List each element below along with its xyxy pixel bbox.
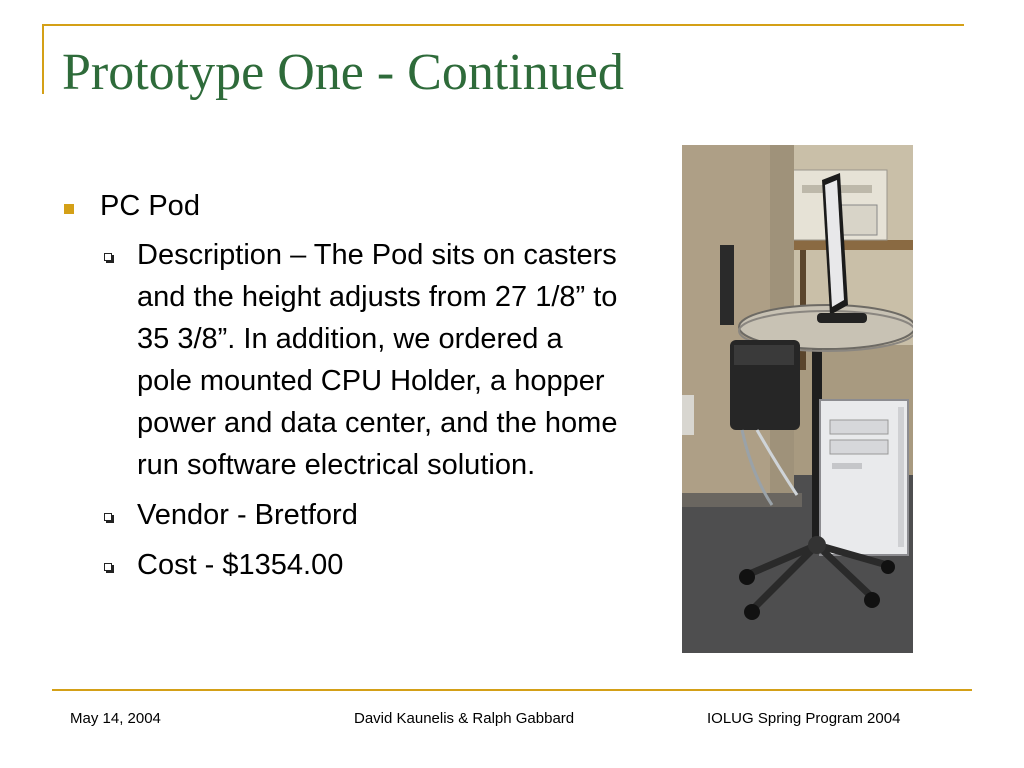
bullet-item	[62, 186, 622, 226]
hollow-square-bullet-icon	[104, 253, 112, 261]
hollow-square-bullet-icon	[104, 513, 112, 521]
top-border-line	[42, 24, 964, 26]
sub-bullet-text: Cost - $1354.00	[137, 549, 344, 581]
sub-bullet-vendor	[62, 494, 622, 536]
footer-divider	[52, 689, 972, 691]
footer-authors: David Kaunelis & Ralph Gabbard	[354, 710, 575, 727]
sub-bullet-text: Vendor - Bretford	[137, 499, 358, 531]
sub-bullet-description	[62, 234, 622, 486]
sub-bullet-text: Description – The Pod sits on casters and the height adjusts from 27 1/8” to 35 3/8”. In addition, we ordered a pole mounted CPU Holder, a hopper power and data center, and the home run software electrical solution.	[137, 239, 618, 481]
pc-pod-photo	[682, 145, 913, 653]
footer-date: May 14, 2004	[70, 710, 161, 727]
left-border-line	[42, 24, 44, 94]
bullet-list	[62, 186, 622, 586]
slide-title: Prototype One - Continued	[62, 44, 624, 101]
sub-bullet-cost	[62, 544, 622, 586]
square-bullet-icon	[64, 204, 74, 214]
bullet-text: PC Pod	[100, 190, 200, 222]
hollow-square-bullet-icon	[104, 563, 112, 571]
footer-program: IOLUG Spring Program 2004	[707, 710, 901, 727]
